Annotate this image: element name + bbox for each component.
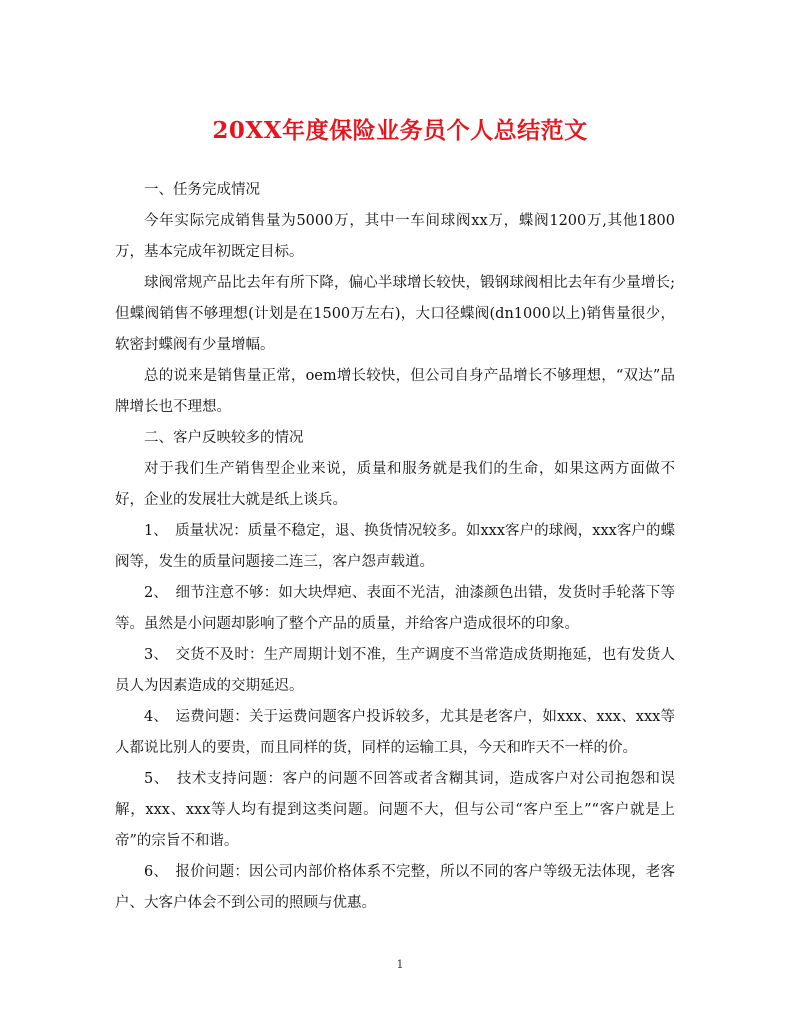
body-paragraph: 对于我们生产销售型企业来说，质量和服务就是我们的生命，如果这两方面做不好，企业的发展壮大就是纸上谈兵。 xyxy=(115,461,675,508)
body-paragraph: 球阀常规产品比去年有所下降，偏心半球增长较快，锻钢球阀相比去年有少量增长;但蝶阀销售不够理想(计划是在1500万左右)，大口径蝶阀(dn1000以上)销售量很少，软密封蝶阀有少量增幅。 xyxy=(115,275,675,353)
document-title: 20XX年度保险业务员个人总结范文 xyxy=(212,117,588,144)
list-item: 1、 质量状况：质量不稳定，退、换货情况较多。如xxx客户的球阀，xxx客户的蝶阀等，发生的质量问题接二连三，客户怨声载道。 xyxy=(115,523,675,570)
section-heading: 二、客户反映较多的情况 xyxy=(144,430,304,446)
list-item: 6、 报价问题：因公司内部价格体系不完整，所以不同的客户等级无法体现，老客户、大客户体会不到公司的照顾与优惠。 xyxy=(115,864,675,911)
body-paragraph: 今年实际完成销售量为5000万，其中一车间球阀xx万，蝶阀1200万,其他1800万，基本完成年初既定目标。 xyxy=(115,213,675,260)
list-item: 3、 交货不及时：生产周期计划不准，生产调度不当常造成货期拖延，也有发货人员人为因素造成的交期延迟。 xyxy=(115,647,675,694)
list-item: 5、 技术支持问题：客户的问题不回答或者含糊其词，造成客户对公司抱怨和误解，xxx、xxx等人均有提到这类问题。问题不大，但与公司“客户至上”“客户就是上帝”的宗旨不和谐。 xyxy=(115,771,675,849)
page-number: 1 xyxy=(396,958,404,971)
document-body xyxy=(115,175,675,919)
list-item: 2、 细节注意不够：如大块焊疤、表面不光洁，油漆颜色出错，发货时手轮落下等等。虽然是小问题却影响了整个产品的质量，并给客户造成很坏的印象。 xyxy=(115,585,675,632)
section-heading: 一、任务完成情况 xyxy=(144,182,260,198)
body-paragraph: 总的说来是销售量正常，oem增长较快，但公司自身产品增长不够理想，“双达”品牌增长也不理想。 xyxy=(115,368,675,415)
list-item: 4、 运费问题：关于运费问题客户投诉较多，尤其是老客户，如xxx、xxx、xxx等人都说比别人的要贵，而且同样的货，同样的运输工具，今天和昨天不一样的价。 xyxy=(115,709,675,756)
